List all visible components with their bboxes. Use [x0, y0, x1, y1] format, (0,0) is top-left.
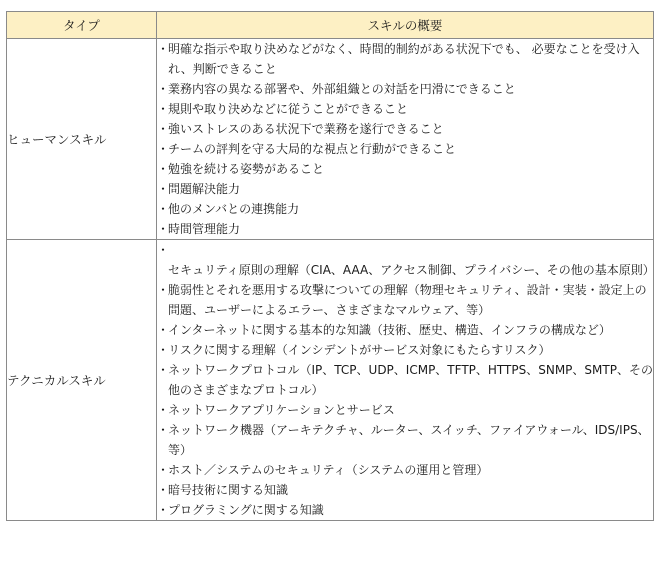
header-row: [7, 12, 654, 39]
list-item: ・ セキュリティ原則の理解（CIA、AAA、アクセス制御、プライバシー、その他の基本原則）: [157, 240, 653, 280]
header-overview: スキルの概要: [157, 12, 654, 39]
type-cell-human: ヒューマンスキル: [7, 39, 157, 240]
desc-cell-human: [157, 39, 654, 240]
skills-table: [6, 11, 654, 521]
skill-list-human: [157, 39, 653, 239]
desc-cell-technical: [157, 240, 654, 521]
list-item: ・ ネットワークプロトコル（IP、TCP、UDP、ICMP、TFTP、HTTPS、SNMP、SMTP、その他のさまざまなプロトコル）: [157, 360, 653, 400]
list-item: ・ ネットワーク機器（アーキテクチャ、ルーター、スイッチ、ファイアウォール、IDS/IPS、等）: [157, 420, 653, 460]
table-row-technical: [7, 240, 654, 521]
list-item: ・ 暗号技術に関する知識: [157, 480, 653, 500]
list-item: ・ 明確な指示や取り決めなどがなく、時間的制約がある状況下でも、 必要なことを受け入れ、判断できること: [157, 39, 653, 79]
list-item: ・ 規則や取り決めなどに従うことができること: [157, 99, 653, 119]
header-type: タイプ: [7, 12, 157, 39]
list-item: ・ ネットワークアプリケーションとサービス: [157, 400, 653, 420]
table-row-human: [7, 39, 654, 240]
list-item: ・ 業務内容の異なる部署や、外部組織との対話を円滑にできること: [157, 79, 653, 99]
list-item: ・ チームの評判を守る大局的な視点と行動ができること: [157, 139, 653, 159]
type-cell-technical: テクニカルスキル: [7, 240, 157, 521]
skill-list-technical: [157, 240, 653, 520]
list-item: ・ 時間管理能力: [157, 219, 653, 239]
list-item: ・ 問題解決能力: [157, 179, 653, 199]
list-item: ・ リスクに関する理解（インシデントがサービス対象にもたらすリスク）: [157, 340, 653, 360]
list-item: ・ 他のメンバとの連携能力: [157, 199, 653, 219]
list-item: ・ ホスト／システムのセキュリティ（システムの運用と管理）: [157, 460, 653, 480]
list-item: ・ インターネットに関する基本的な知識（技術、歴史、構造、インフラの構成など）: [157, 320, 653, 340]
list-item: ・ プログラミングに関する知識: [157, 500, 653, 520]
list-item: ・ 強いストレスのある状況下で業務を遂行できること: [157, 119, 653, 139]
list-item: ・ 脆弱性とそれを悪用する攻撃についての理解（物理セキュリティ、設計・実装・設定上の問題、ユーザーによるエラー、さまざまなマルウェア、等）: [157, 280, 653, 320]
list-item: ・ 勉強を続ける姿勢があること: [157, 159, 653, 179]
